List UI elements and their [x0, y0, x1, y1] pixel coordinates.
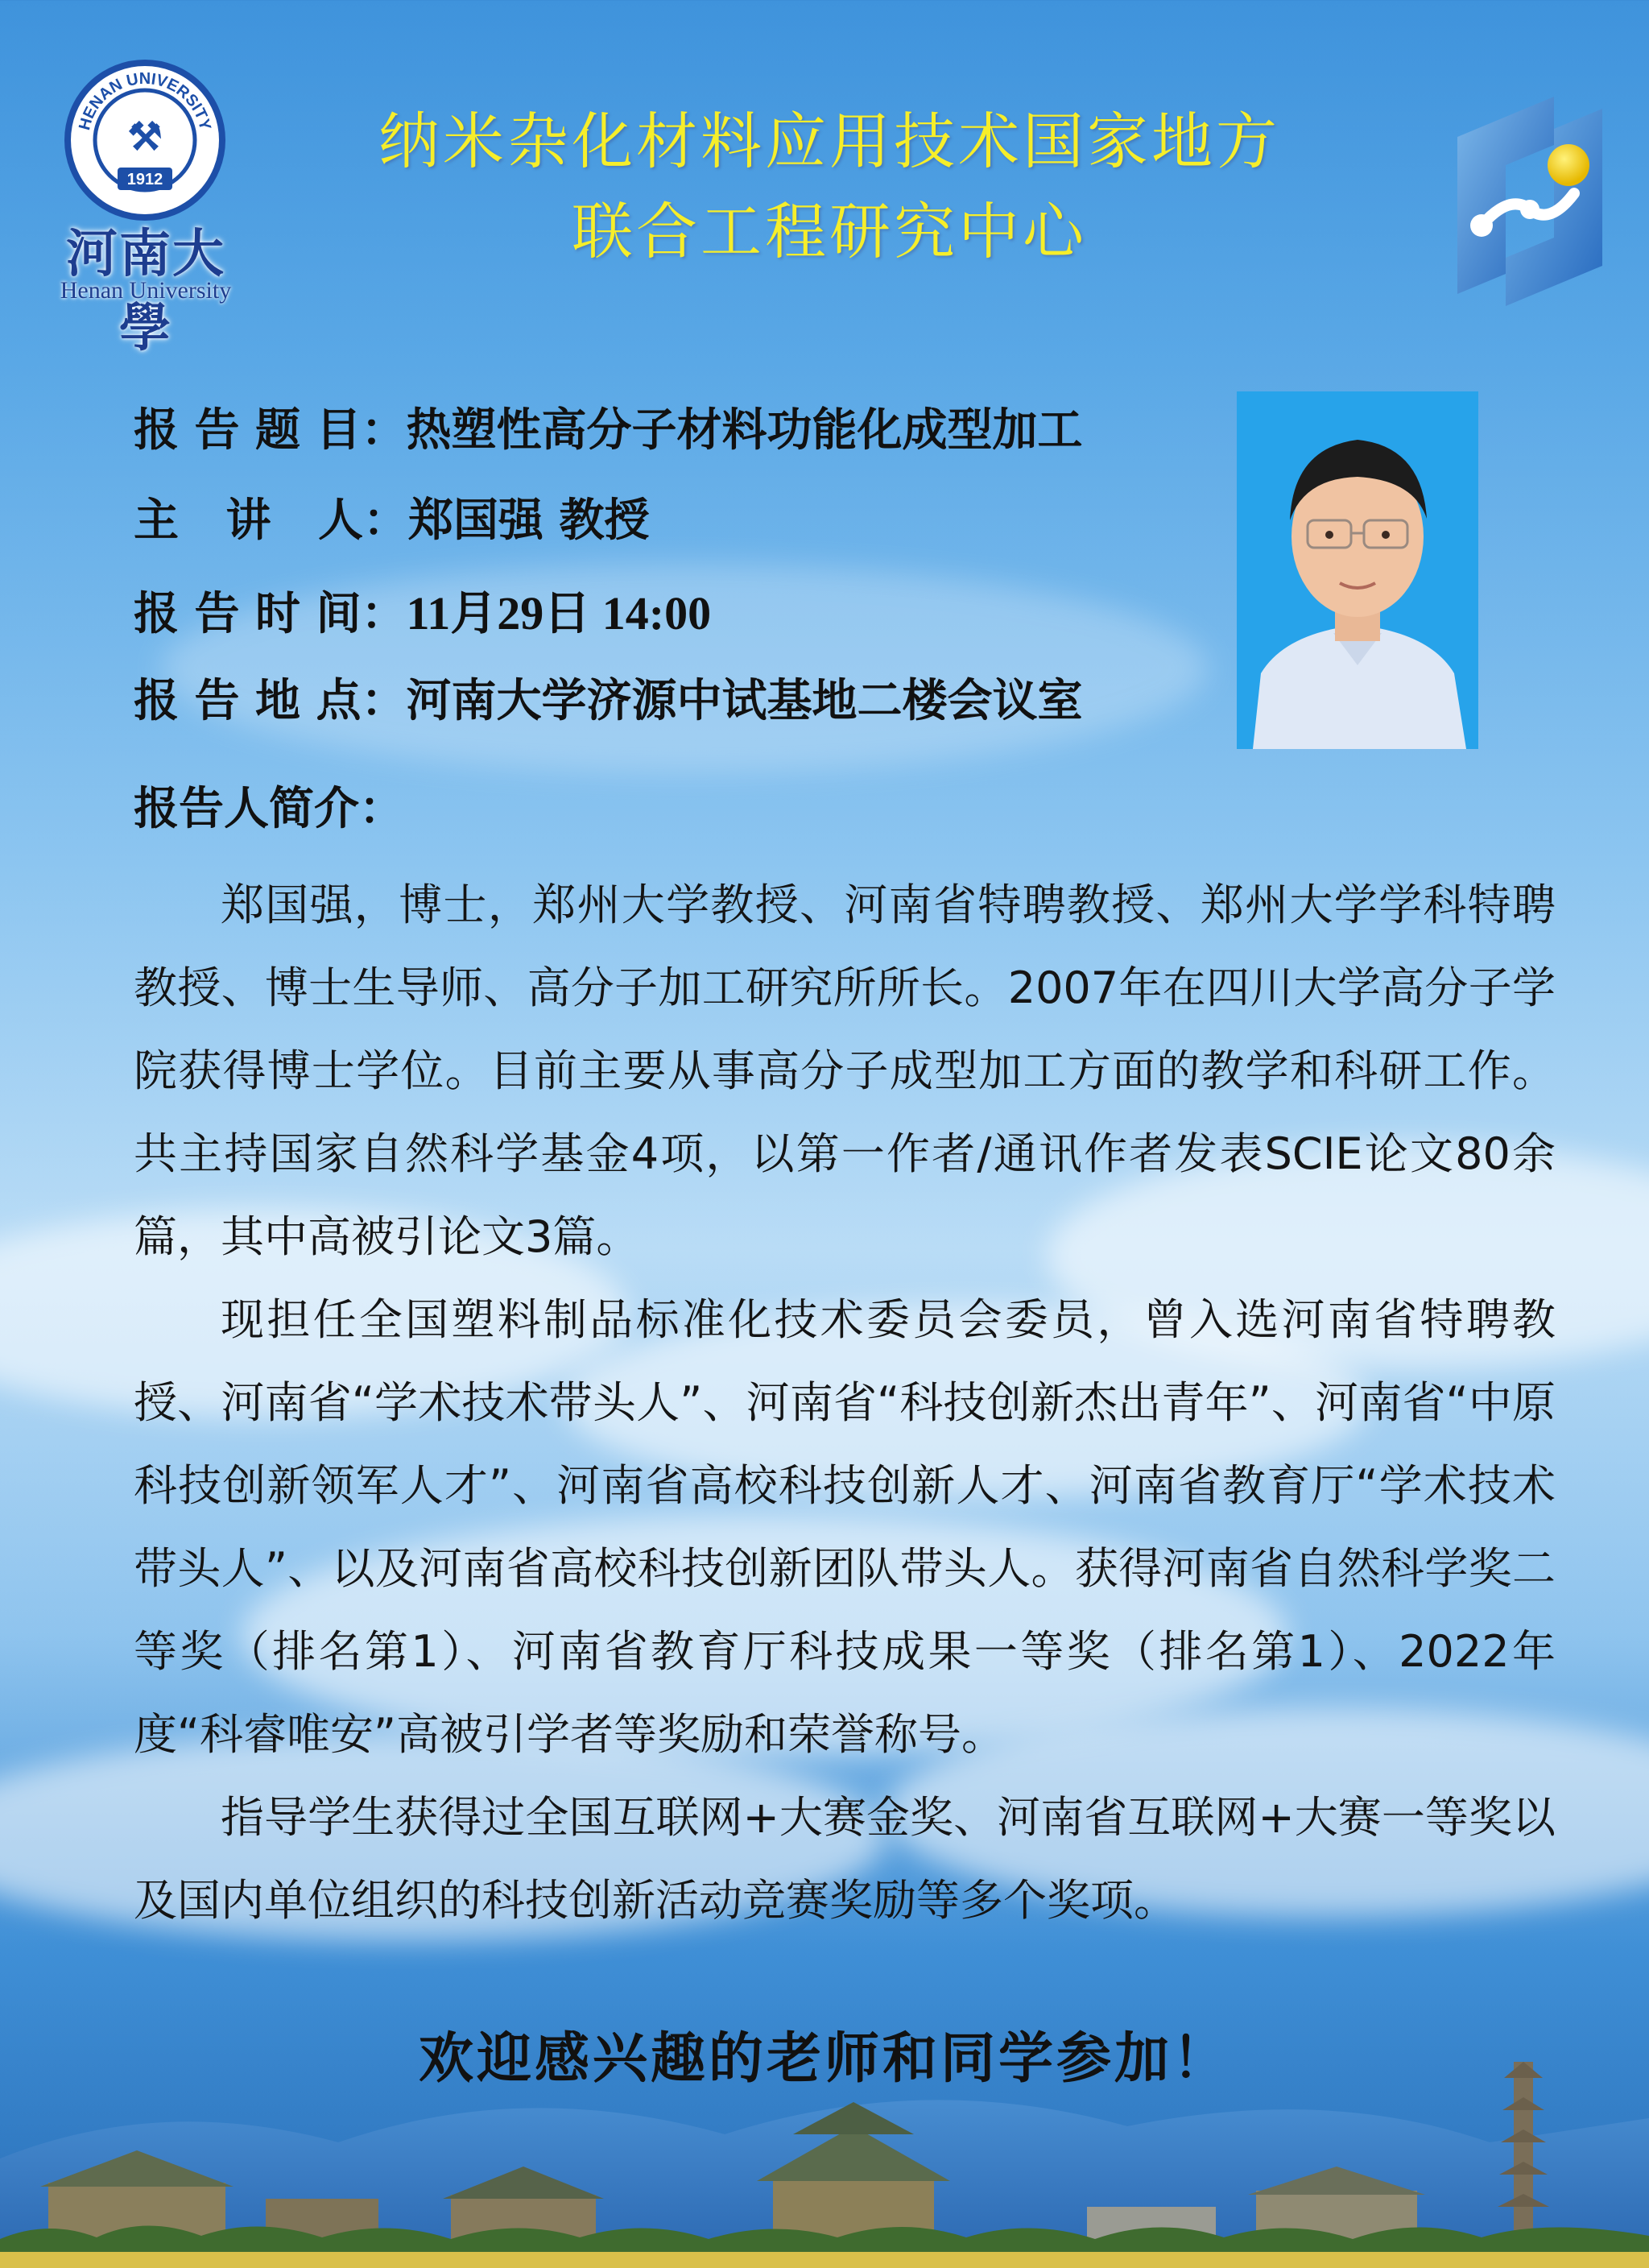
topic-row: [134, 395, 1180, 485]
time-row: [134, 575, 1180, 665]
svg-text:⚒: ⚒: [127, 114, 163, 159]
bio-body: [134, 863, 1556, 1942]
speaker-portrait: [1237, 391, 1478, 749]
bio-paragraph: 指导学生获得过全国互联网+大赛金奖、河南省互联网+大赛一等奖以及国内单位组织的科技创新活动竞赛奖励等多个奖项。: [134, 1792, 1556, 1926]
closing-invitation: 欢迎感兴趣的老师和同学参加！: [418, 2027, 1230, 2091]
campus-skyline-icon: [0, 2046, 1649, 2268]
research-center-logo-icon: [1433, 89, 1626, 314]
bio-paragraph: 现担任全国塑料制品标准化技术委员会委员，曾入选河南省特聘教授、河南省“学术技术带头人”、河南省“科技创新杰出青年”、河南省“中原科技创新领军人才”、河南省高校科技创新人才、河南省教育厅“学术技术带头人”、以及河南省高校科技创新团队带头人。获得河南省自然科学奖二等奖（排名第1）、河南省教育厅科技成果一等奖（排名第1）、2022年度“科睿唯安”高被引学者等奖励和荣誉称号。: [134, 1294, 1556, 1760]
speaker-value: 郑国强 教授: [407, 495, 650, 547]
title-line-2: 联合工程研究中心: [572, 196, 1087, 267]
topic-value: 热塑性高分子材料功能化成型加工: [406, 404, 1083, 457]
bio-paragraph: 郑国强，博士，郑州大学教授、河南省特聘教授、郑州大学学科特聘教授、博士生导师、高分子加工研究所所长。2007年在四川大学高分子学院获得博士学位。目前主要从事高分子成型加工方面的教学和科研工作。共主持国家自然科学基金4项，以第一作者/通讯作者发表SCIE论文80余篇，其中高被引论文3篇。: [134, 879, 1556, 1262]
topic-label: 报 告 题 目：: [134, 404, 407, 457]
place-value: 河南大学济源中试基地二楼会议室: [406, 675, 1083, 727]
place-row: [134, 665, 1180, 755]
seal-text: HENAN UNIVERSITY: [76, 70, 214, 132]
speaker-label: 主 讲 人：: [134, 495, 408, 547]
speaker-row: [134, 485, 1180, 575]
page-title: [274, 97, 1385, 277]
time-label: 报 告 时 间：: [134, 588, 407, 640]
university-name-en: Henan University: [60, 277, 232, 304]
bio-heading: 报告人简介：: [134, 783, 404, 835]
seal-year: 1912: [126, 171, 163, 188]
portrait-figure-icon: [1237, 391, 1478, 749]
lecture-info: [134, 395, 1180, 755]
place-label: 报 告 地 点：: [134, 675, 407, 727]
university-logo: [53, 60, 238, 358]
university-name-cn: 河南大學: [66, 224, 225, 358]
time-value: 11月29日 14:00: [406, 587, 712, 639]
title-line-1: 纳米杂化材料应用技术国家地方: [378, 106, 1280, 177]
university-seal-icon: [64, 60, 225, 221]
